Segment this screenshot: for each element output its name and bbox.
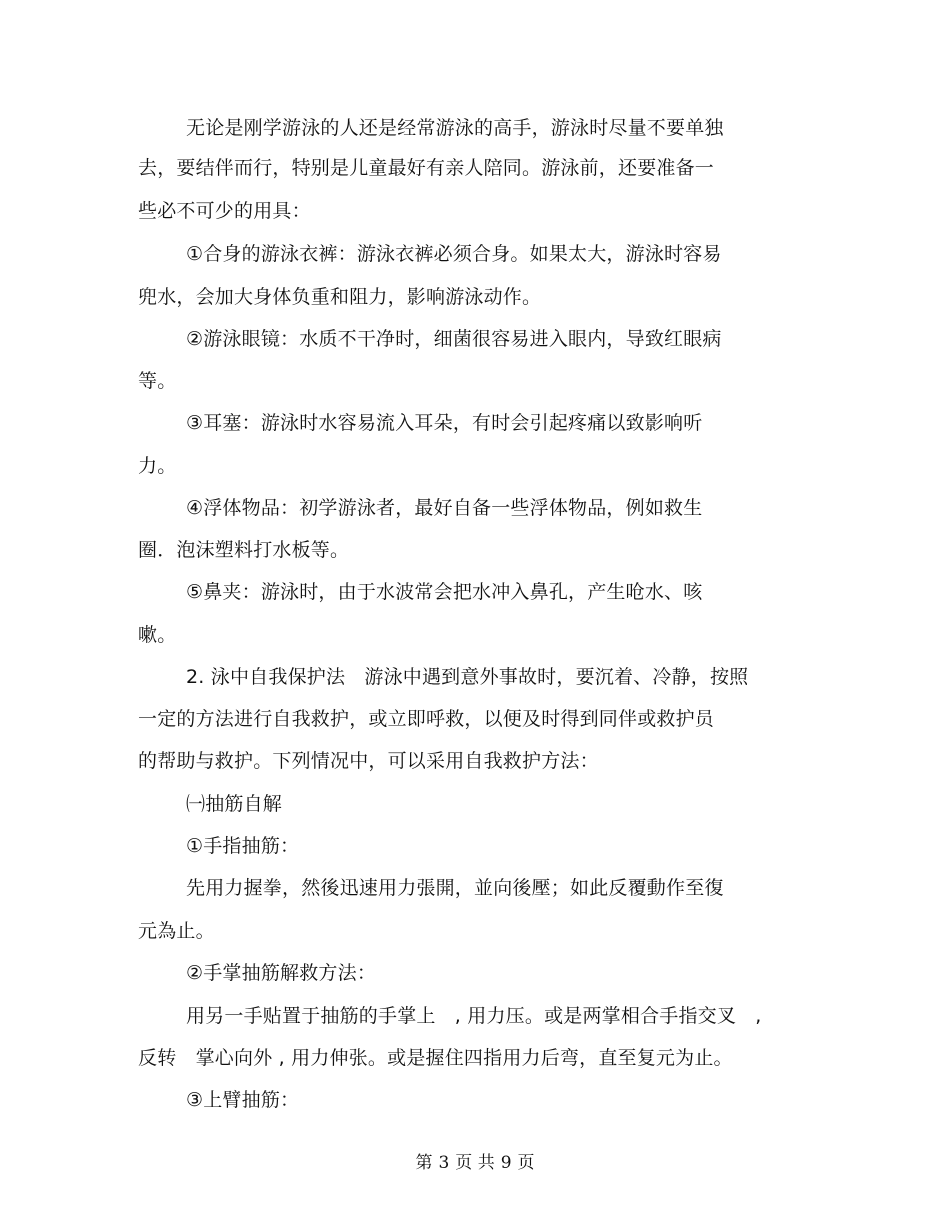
paragraph-line: 去，要结伴而行，特别是儿童最好有亲人陪同。游泳前，还要准备一 [138,157,715,179]
paragraph-line: 反转 掌心向外 , 用力伸张。或是握住四指用力后弯，直至复元为止。 [138,1047,733,1069]
paragraph-line: 些必不可少的用具： [138,200,311,222]
footer-total-pages: 9 [500,1153,512,1173]
paragraph-line: 兜水，会加大身体负重和阻力，影响游泳动作。 [138,286,542,308]
section-heading-line: 2. 泳中自我保护法 游泳中遇到意外事故时，要沉着、冷静，按照 [186,666,749,688]
paragraph-line: 一定的方法进行自我救护，或立即呼救，以便及时得到同伴或救护员 [138,708,715,730]
paragraph-line: 的帮助与救护。下列情况中，可以采用自我救护方法： [138,750,599,772]
paragraph-line: 力。 [138,455,177,477]
paragraph-line: 嗽。 [138,624,177,646]
paragraph-line: 无论是刚学游泳的人还是经常游泳的高手，游泳时尽量不要单独 [186,117,724,139]
paragraph-line: ③耳塞：游泳时水容易流入耳朵，有时会引起疼痛以致影响听 [186,412,703,434]
paragraph-line: 等。 [138,370,177,392]
paragraph-line: ②游泳眼镜：水质不干净时，细菌很容易进入眼内，导致红眼病 [186,328,722,350]
list-item-heading: ③上臂抽筋： [186,1089,300,1111]
subsection-heading: ㈠抽筋自解 [186,793,283,815]
footer-prefix: 第 [415,1153,433,1173]
paragraph-line: ①合身的游泳衣裤：游泳衣裤必须合身。如果太大，游泳时容易 [186,243,722,265]
page-footer [0,1152,950,1174]
footer-middle: 页 共 [455,1153,495,1173]
paragraph-line: 用另一手贴置于抽筋的手掌上 , 用力压。或是两掌相合手指交叉 , [186,1005,762,1027]
footer-current-page: 3 [438,1153,450,1173]
paragraph-line: ④浮体物品：初学游泳者，最好自备一些浮体物品，例如救生 [186,497,703,519]
paragraph-line: 圈．泡沫塑料打水板等。 [138,539,350,561]
paragraph-line: 先用力握拳，然後迅速用力張開，並向後壓；如此反覆動作至復 [186,877,724,899]
list-item-heading: ②手掌抽筋解救方法： [186,962,377,984]
paragraph-line: ⑤鼻夹：游泳时，由于水波常会把水冲入鼻孔，产生呛水、咳 [186,581,703,603]
footer-suffix: 页 [517,1153,535,1173]
list-item-heading: ①手指抽筋： [186,835,300,857]
paragraph-line: 元為止。 [138,920,215,942]
